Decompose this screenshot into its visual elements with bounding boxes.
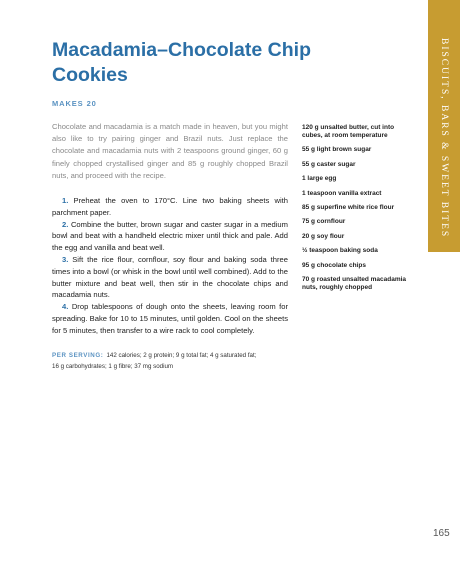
ingredient-item: 20 g soy flour (302, 232, 345, 240)
ingredient-item: 55 g light brown sugar (302, 146, 372, 154)
method-step (52, 195, 288, 219)
recipe-title: Macadamia–Chocolate Chip Cookies (52, 39, 311, 86)
nutrition-info (52, 351, 292, 372)
ingredient-item: 120 g unsalted butter, cut into cubes, at room temperature (302, 124, 395, 139)
ingredient-item: 1 teaspoon vanilla extract (302, 189, 382, 197)
nutrition-line-1: 142 calories; 2 g protein; 9 g total fat; 4 g saturated fat; (106, 352, 257, 359)
step-text: Sift the rice flour, cornflour, soy flour and baking soda three times into a bowl (or whisk in the bowl until well combined). Add to the butter mixture and beat well, then stir in the chocolate chips and macadamia nuts. (52, 254, 288, 300)
ingredient-item: 1 large egg (302, 175, 337, 183)
method-steps (52, 195, 288, 337)
step-text: Drop tablespoons of dough onto the sheets, leaving room for spreading. Bake for 10 to 15 minutes, until golden. Cool on the sheets for 5 minutes, then transfer to a wire rack to cool completely. (52, 302, 288, 335)
page-number: 165 (433, 528, 450, 539)
method-step (52, 254, 288, 301)
recipe-intro: Chocolate and macadamia is a match made in heaven, but you might also like to try pairing ginger and Brazil nuts. Just replace the chocolate and macadamia nuts with 2 teaspoons ground ginger, 60 g finely chopped crystallised ginger and 85 g roughly chopped Brazil nuts, and proceed with the recipe. (52, 122, 288, 180)
step-number: 4. (62, 302, 69, 312)
step-number: 1. (62, 196, 69, 205)
ingredient-item: 70 g roasted unsalted macadamia nuts, roughly chopped (302, 275, 407, 291)
ingredient-item: 55 g caster sugar (302, 160, 356, 168)
step-text: Preheat the oven to 170°C. Line two baking sheets with parchment paper. (52, 196, 288, 217)
step-number: 3. (62, 254, 69, 264)
ingredient-item: 95 g chocolate chips (302, 261, 366, 269)
ingredient-item: ½ teaspoon baking soda (302, 247, 378, 255)
ingredient-list (302, 124, 414, 298)
method-step (52, 219, 288, 254)
method-step (52, 301, 288, 336)
section-tab (428, 0, 460, 252)
per-serving-label: PER SERVING: (52, 352, 104, 359)
ingredient-item: 75 g cornflour (302, 218, 346, 226)
step-number: 2. (62, 219, 69, 229)
nutrition-line-2: 16 g carbohydrates; 1 g fibre; 37 mg sodium (52, 362, 174, 370)
ingredient-item: 85 g superfine white rice flour (302, 203, 395, 211)
section-tab-label: BISCUITS, BARS & SWEET BITES (439, 38, 449, 239)
yield-label: MAKES 20 (52, 99, 97, 108)
step-text: Combine the butter, brown sugar and caster sugar in a medium bowl and beat with a handheld electric mixer until thick and pale. Add the egg and vanilla and beat well. (52, 219, 288, 253)
